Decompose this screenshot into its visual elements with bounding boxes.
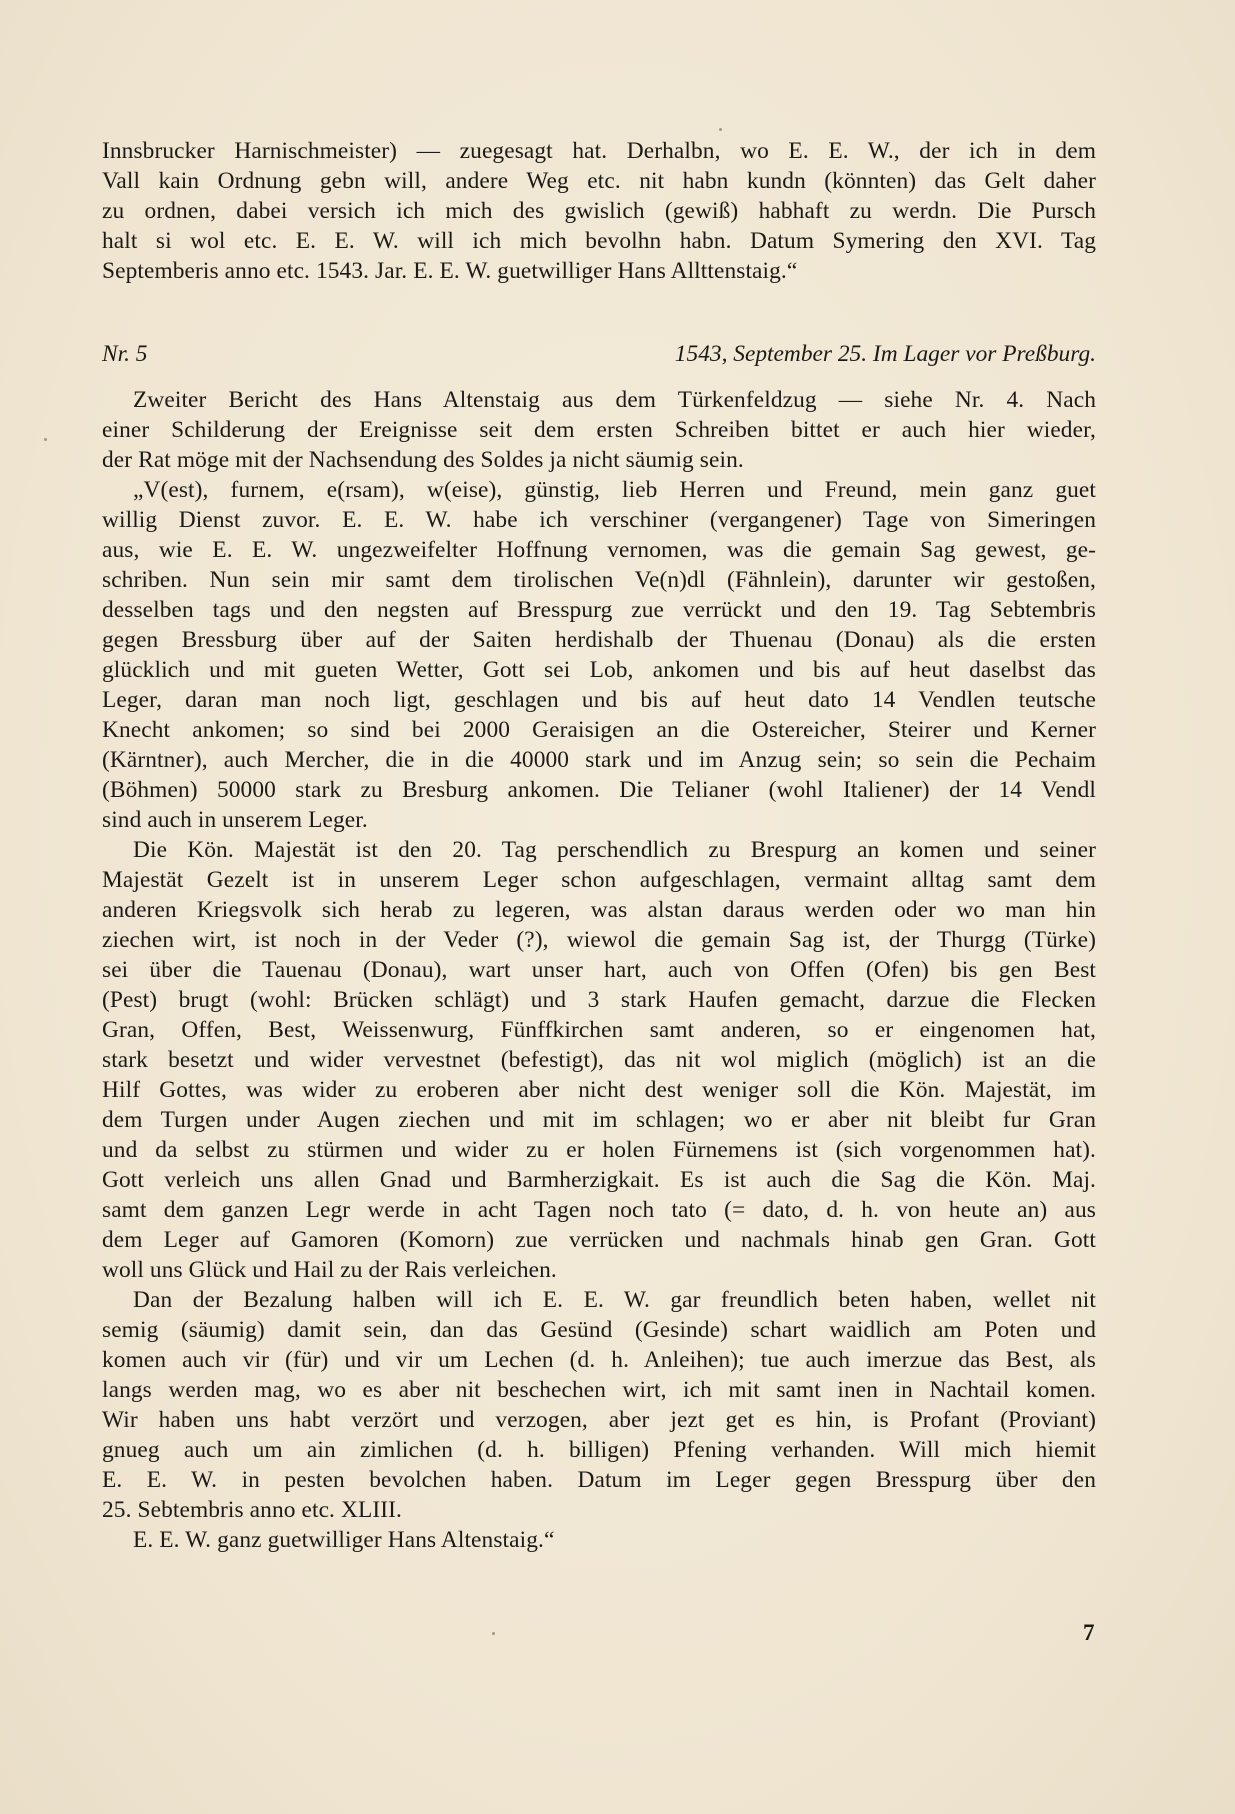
text-line: anderen Kriegsvolk sich herab zu legeren, was alstan daraus werden oder wo man hin xyxy=(102,897,1096,923)
text-line: glücklich und mit gueten Wetter, Gott sei Lob, ankomen und bis auf heut daselbst das xyxy=(102,657,1096,683)
text-line: Gott verleich uns allen Gnad und Barmherzigkait. Es ist auch die Sag die Kön. Maj. xyxy=(102,1167,1096,1193)
entry-date-place: 1543, September 25. Im Lager vor Preßburg. xyxy=(674,341,1096,367)
text-line: Majestät Gezelt ist in unserem Leger schon aufgeschlagen, vermaint alltag samt dem xyxy=(102,867,1096,893)
letter-paragraph xyxy=(102,475,1096,835)
text-line: 25. Sebtembris anno etc. XLIII. xyxy=(102,1497,402,1523)
text-line: langs werden mag, wo es aber nit beschechen wirt, ich mit samt inen in Nachtail komen. xyxy=(102,1377,1096,1403)
text-line: sind auch in unserem Leger. xyxy=(102,807,368,833)
paper-speck xyxy=(719,128,722,131)
entry-number: Nr. 5 xyxy=(102,341,148,367)
text-line: semig (säumig) damit sein, dan das Gesünd (Gesinde) schart waidlich am Poten und xyxy=(102,1317,1096,1343)
paper-speck xyxy=(492,1632,495,1635)
text-line: E. E. W. ganz guetwilliger Hans Altenstaig.“ xyxy=(133,1527,555,1553)
text-line: Innsbrucker Harnischmeister) — zuegesagt hat. Derhalbn, wo E. E. W., der ich in dem xyxy=(102,138,1096,164)
summary-paragraph xyxy=(102,385,1096,475)
text-line: dem Turgen under Augen ziechen und mit im schlagen; wo er aber nit bleibt fur Gran xyxy=(102,1107,1096,1133)
text-line: Vall kain Ordnung gebn will, andere Weg etc. nit habn kundn (könnten) das Gelt daher xyxy=(102,168,1096,194)
text-line: der Rat möge mit der Nachsendung des Soldes ja nicht säumig sein. xyxy=(102,447,744,473)
page-number: 7 xyxy=(1083,1620,1095,1645)
text-line: (Kärntner), auch Mercher, die in die 40000 stark und im Anzug sein; so sein die Pechaim xyxy=(102,747,1096,773)
text-line: Leger, daran man noch ligt, geschlagen und bis auf heut dato 14 Vendlen teutsche xyxy=(102,687,1096,713)
text-line: Dan der Bezalung halben will ich E. E. W. gar freundlich beten haben, wellet nit xyxy=(133,1287,1096,1313)
text-line: gegen Bressburg über auf der Saiten herdishalb der Thuenau (Donau) als die ersten xyxy=(102,627,1096,653)
text-line: einer Schilderung der Ereignisse seit dem ersten Schreiben bittet er auch hier wieder, xyxy=(102,417,1096,443)
paper-speck xyxy=(44,438,47,441)
text-line: Die Kön. Majestät ist den 20. Tag perschendlich zu Brespurg an komen und seiner xyxy=(133,837,1096,863)
text-line: samt dem ganzen Legr werde in acht Tagen noch tato (= dato, d. h. von heute an) aus xyxy=(102,1197,1096,1223)
text-line: Knecht ankomen; so sind bei 2000 Geraisigen an die Ostereicher, Steirer und Kerner xyxy=(102,717,1096,743)
text-line: sei über die Tauenau (Donau), wart unser hart, auch von Offen (Ofen) bis gen Best xyxy=(102,957,1096,983)
text-line: zu ordnen, dabei versich ich mich des gwislich (gewiß) habhaft zu werdn. Die Pursch xyxy=(102,198,1096,224)
text-line: ziechen wirt, ist noch in der Veder (?), wiewol die gemain Sag ist, der Thurgg (Türke) xyxy=(102,927,1096,953)
text-line: Zweiter Bericht des Hans Altenstaig aus dem Türkenfeldzug — siehe Nr. 4. Nach xyxy=(133,387,1096,413)
text-line: Septemberis anno etc. 1543. Jar. E. E. W. guetwilliger Hans Allttenstaig.“ xyxy=(102,258,798,284)
text-line: Gran, Offen, Best, Weissenwurg, Fünffkirchen samt anderen, so er eingenomen hat, xyxy=(102,1017,1096,1043)
text-line: E. E. W. in pesten bevolchen haben. Datum im Leger gegen Bresspurg über den xyxy=(102,1467,1096,1493)
text-line: aus, wie E. E. W. ungezweifelter Hoffnung vernomen, was die gemain Sag gewest, ge- xyxy=(102,537,1096,563)
text-line: willig Dienst zuvor. E. E. W. habe ich verschiner (vergangener) Tage von Simeringen xyxy=(102,507,1096,533)
text-line: und da selbst zu stürmen und wider zu er holen Fürnemens ist (sich vorgenommen hat). xyxy=(102,1137,1096,1163)
entry-body xyxy=(102,385,1096,1555)
text-line: desselben tags und den negsten auf Bresspurg zue verrückt und den 19. Tag Sebtembris xyxy=(102,597,1096,623)
text-line: (Böhmen) 50000 stark zu Bresburg ankomen. Die Telianer (wohl Italiener) der 14 Vendl xyxy=(102,777,1096,803)
text-line: Wir haben uns habt verzört und verzogen, aber jezt get es hin, is Profant (Proviant) xyxy=(102,1407,1096,1433)
continued-letter-paragraph xyxy=(102,136,1096,286)
text-line: schriben. Nun sein mir samt dem tirolischen Ve(n)dl (Fähnlein), darunter wir gestoßen, xyxy=(102,567,1096,593)
text-line: „V(est), furnem, e(rsam), w(eise), günstig, lieb Herren und Freund, mein ganz guet xyxy=(133,477,1096,503)
text-line: Hilf Gottes, was wider zu eroberen aber nicht dest weniger soll die Kön. Majestät, im xyxy=(102,1077,1096,1103)
text-line: woll uns Glück und Hail zu der Rais verleichen. xyxy=(102,1257,557,1283)
text-line: komen auch vir (für) und vir um Lechen (d. h. Anleihen); tue auch imerzue das Best, als xyxy=(102,1347,1096,1373)
top-passage xyxy=(102,136,1096,286)
text-line: (Pest) brugt (wohl: Brücken schlägt) und 3 stark Haufen gemacht, darzue die Flecken xyxy=(102,987,1096,1013)
entry-heading xyxy=(102,339,1096,369)
letter-paragraph xyxy=(102,835,1096,1285)
letter-paragraph xyxy=(102,1285,1096,1525)
letter-signature xyxy=(102,1525,1096,1555)
text-line: dem Leger auf Gamoren (Komorn) zue verrücken und nachmals hinab gen Gran. Gott xyxy=(102,1227,1096,1253)
text-line: halt si wol etc. E. E. W. will ich mich bevolhn habn. Datum Symering den XVI. Tag xyxy=(102,228,1096,254)
text-line: gnueg auch um ain zimlichen (d. h. billigen) Pfening verhanden. Will mich hiemit xyxy=(102,1437,1096,1463)
text-line: stark besetzt und wider vervestnet (befestigt), das nit wol miglich (möglich) ist an die xyxy=(102,1047,1096,1073)
